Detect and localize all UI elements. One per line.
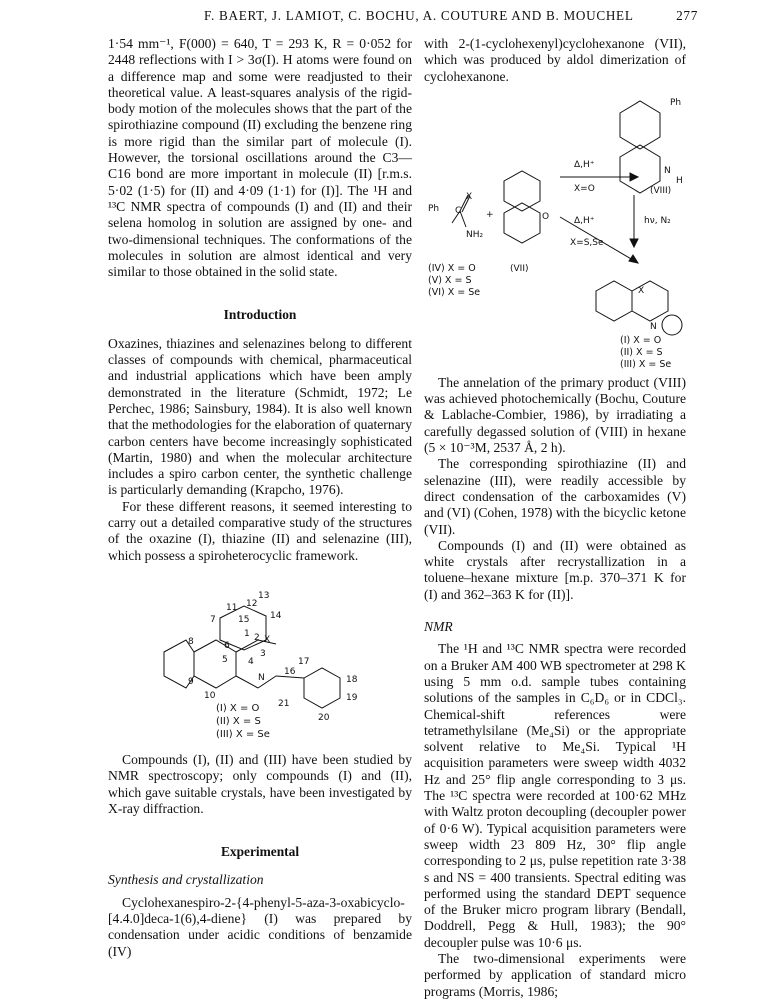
synthesis-continuation: with 2-(1-cyclohexenyl)cyclohexanone (VII), which was produced by aldol dimerization of cyclohexanone. bbox=[424, 36, 686, 84]
viii-ph-label: Ph bbox=[670, 97, 682, 108]
introduction-heading: Introduction bbox=[223, 307, 297, 323]
atom-number: 3 bbox=[260, 648, 266, 659]
reactant-legend bbox=[428, 263, 480, 299]
condition-hv: hν, N₂ bbox=[644, 215, 671, 226]
atom-number: 6 bbox=[224, 640, 230, 651]
atom-number: 4 bbox=[248, 656, 254, 667]
atom-number: 15 bbox=[238, 614, 250, 625]
atom-number: 10 bbox=[204, 690, 216, 701]
experimental-heading: Experimental bbox=[220, 844, 300, 860]
abstract-continuation: 1·54 mm⁻¹, F(000) = 640, T = 293 K, R = 0·052 for 2448 reflections with I > 3σ(I). H atoms were found on a difference map and some were readjusted to their theoretical value. A least-squares analysis of the rigid-body motion of the molecules shows that the part of the spirothiazine compound (II) excluding the benzene ring is more rigid than the similar part of molecule (I). However, the torsional oscillations around the C3—C16 bond are more important in molecule (II) [r.m.s. 5·02 (1·5) for (II) and 4·09 (1·1) for (I)]. The ¹H and ¹³C NMR spectra of compounds (I) and (II) and their selena homolog in solution are assigned by one- and two-dimensional techniques. The conformations of the molecules in solution are almost identical and very similar to those obtained in the solid state. bbox=[108, 36, 412, 280]
crystals-paragraph: Compounds (I) and (II) were obtained as white crystals after recrystallization in a toluene–hexane mixture [m.p. 370–371 K for (I) and 362–363 K for (II)]. bbox=[424, 537, 686, 602]
product-n-label: N bbox=[650, 321, 657, 332]
atom-number: 11 bbox=[226, 602, 238, 613]
atom-number: 5 bbox=[222, 654, 228, 665]
product-x-label: X bbox=[638, 285, 645, 296]
atom-number: 21 bbox=[278, 698, 290, 709]
left-column bbox=[108, 36, 412, 960]
numbering-figure bbox=[108, 582, 412, 742]
condition-x-o: X=O bbox=[574, 183, 595, 194]
methods-paragraph: Compounds (I), (II) and (III) have been studied by NMR spectroscopy; only compounds (I) and (II), which gave suitable crystals, have been investigated by X-ray diffraction. bbox=[108, 751, 412, 816]
legend-item: (I) X = O bbox=[216, 702, 260, 714]
atom-number: 9 bbox=[188, 676, 194, 687]
ketone-o-label: O bbox=[542, 211, 550, 222]
x-label: X bbox=[466, 191, 473, 202]
legend-item: (IV) X = O bbox=[428, 262, 476, 274]
atom-number: 7 bbox=[210, 614, 216, 625]
n-label: N bbox=[664, 165, 671, 176]
compound-vii-label: (VII) bbox=[510, 263, 529, 274]
plus-sign: + bbox=[486, 209, 494, 220]
c-label: C bbox=[455, 205, 462, 216]
atom-number: 20 bbox=[318, 712, 330, 723]
synthesis-paragraph: Cyclohexanespiro-2-{4-phenyl-5-aza-3-oxabicyclo-[4.4.0]deca-1(6),4-diene} (I) was prepared by condensation under acidic conditions of benzamide (IV) bbox=[108, 894, 412, 959]
atom-number: 14 bbox=[270, 610, 282, 621]
legend-item: (III) X = Se bbox=[620, 358, 672, 370]
compound-viii-label: (VIII) bbox=[650, 185, 672, 196]
spirothiazine-paragraph: The corresponding spirothiazine (II) and selenazine (III), were readily accessible by direct condensation of the carboxamides (V) and (VI) (Cohen, 1978) with the bicyclic ketone (VII). bbox=[424, 456, 686, 537]
annelation-paragraph: The annelation of the primary product (VIII) was achieved photochemically (Bochu, Couture & Lablache-Combier, 1986), by irradiating a carefully degassed solution of (VIII) in hexane (5 × 10⁻³M, 2537 Å, 2 h). bbox=[424, 374, 686, 456]
ph-label: Ph bbox=[428, 203, 440, 214]
condition-delta-h-2: Δ,H⁺ bbox=[574, 215, 595, 226]
atom-number: 16 bbox=[284, 666, 296, 677]
legend-item: (II) X = S bbox=[620, 346, 663, 358]
page-number: 277 bbox=[676, 8, 698, 23]
atom-number: 12 bbox=[246, 598, 258, 609]
nmr-heading: NMR bbox=[424, 619, 453, 635]
reaction-scheme bbox=[424, 85, 686, 375]
reaction-scheme-drawing bbox=[424, 85, 686, 375]
legend-item: (I) X = O bbox=[620, 334, 662, 346]
atom-number: 13 bbox=[258, 590, 270, 601]
header-authors: F. BAERT, J. LAMIOT, C. BOCHU, A. COUTURE AND B. MOUCHEL bbox=[204, 8, 634, 23]
atom-label: N bbox=[258, 672, 265, 683]
atom-number: 19 bbox=[346, 692, 358, 703]
nmr-paragraph: The ¹H and ¹³C NMR spectra were recorded on a Bruker AM 400 WB spectrometer at 298 K using 5 mm o.d. sample tubes containing solutions of the samples in C₆D₆ or in CDCl₃. Chemical-shift references were tetramethylsilane (Me₄Si) or the appropriate solvent relative to Me₄Si. Typical ¹H acquisition parameters were sweep width 4032 Hz and 25° flip angle corresponding to 3 μs. The ¹³C spectra were recorded at 100·62 MHz with Waltz proton decoupling (decoupler power of 0·6 W). Typical acquisition parameters were sweep width 23 809 Hz, 30° flip angle corresponding to 2 μs, pulse repetition rate 3·38 s and NS = 400 transients. Spectral editing was performed using the standard DEPT sequence of the Bruker micro program library (Bendall, Doddrell, Pegg & Hull, 1983); the 90° decoupler pulse was 10·6 μs. bbox=[424, 641, 686, 950]
legend-item: (II) X = S bbox=[216, 715, 261, 727]
condition-x-s-se: X=S,Se bbox=[570, 237, 604, 248]
atom-number: 18 bbox=[346, 674, 358, 685]
legend-item: (III) X = Se bbox=[216, 728, 270, 740]
intro-paragraph-1: Oxazines, thiazines and selenazines belong to different classes of compounds with chemical, pharmaceutical and industrial applications which have been amply demonstrated in the literature (Schmidt, 1972; Le Perchec, 1986; Sainsbury, 1984). It is also well known that the methodologies for the elaboration of quaternary carbon centers have become increasingly sophisticated (Martin, 1980) and when the molecular architecture includes a spiro carbon center, the synthetic challenge is particularly demanding (Krapcho, 1976). bbox=[108, 335, 412, 498]
legend-item: (V) X = S bbox=[428, 274, 472, 286]
nh2-label: NH₂ bbox=[466, 229, 484, 240]
intro-paragraph-2: For these different reasons, it seemed interesting to carry out a detailed comparative study of the structures of the oxazine (I), thiazine (II) and selenazine (III), which possess a spiroheterocyclic framework. bbox=[108, 498, 412, 563]
atom-number: 1 bbox=[244, 628, 250, 639]
atom-number: 2 bbox=[254, 632, 260, 643]
h-label: H bbox=[676, 175, 683, 186]
product-legend bbox=[620, 335, 671, 371]
synthesis-heading: Synthesis and crystallization bbox=[108, 872, 264, 888]
two-d-paragraph: The two-dimensional experiments were performed by application of standard micro programs (Morris, 1986; bbox=[424, 950, 686, 999]
atom-number: 17 bbox=[298, 656, 310, 667]
compound-legend bbox=[216, 702, 270, 741]
legend-item: (VI) X = Se bbox=[428, 286, 481, 298]
atom-number: 8 bbox=[188, 636, 194, 647]
atom-label: X bbox=[264, 634, 271, 645]
condition-delta-h: Δ,H⁺ bbox=[574, 159, 595, 170]
right-column bbox=[424, 36, 686, 1000]
